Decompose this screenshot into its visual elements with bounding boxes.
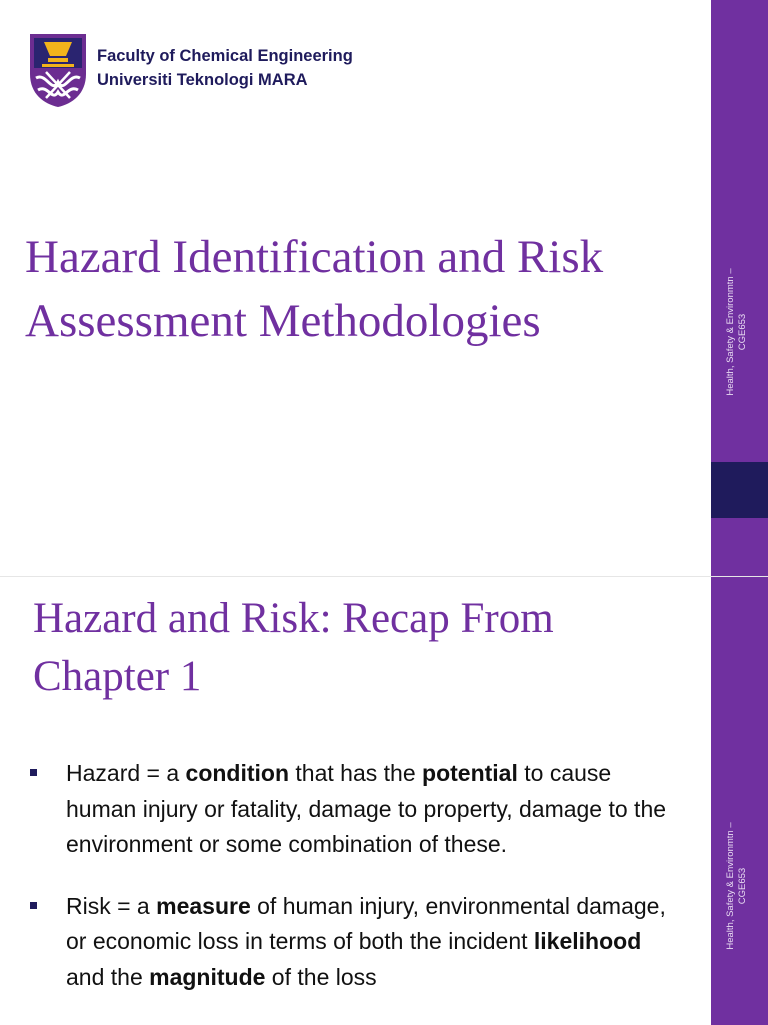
bullet-bold-term: potential xyxy=(422,760,518,786)
faculty-name: Faculty of Chemical Engineering xyxy=(97,47,353,65)
sidebar-label-line1: Health, Safety & Environmtn – xyxy=(725,268,736,396)
bullet-bold-term: likelihood xyxy=(533,928,642,954)
bullet-text: that has the xyxy=(289,760,423,786)
bullet-text: Hazard = a xyxy=(66,760,186,786)
bullet-text: to cause human injury or fatality, damage to property, damage to the environment or some combination of these. xyxy=(66,760,667,857)
university-name: Universiti Teknologi MARA xyxy=(97,71,308,89)
bullet-marker-icon xyxy=(30,902,37,909)
bullet-hazard xyxy=(30,756,680,863)
sidebar-bar xyxy=(711,577,768,1025)
bullet-marker-icon xyxy=(30,769,37,776)
bullet-risk xyxy=(30,889,680,996)
slide-heading: Hazard and Risk: Recap From Chapter 1 xyxy=(33,595,554,700)
sidebar-dark-block xyxy=(711,462,768,518)
bullet-bold-term: condition xyxy=(185,760,290,786)
bullet-list xyxy=(30,756,680,1021)
sidebar-label-line2: CGE653 xyxy=(737,867,748,905)
faculty-heading xyxy=(97,44,353,92)
slide-title: Hazard Identification and Risk Assessment Methodologies xyxy=(25,231,604,347)
sidebar-label-line1: Health, Safety & Environmtn – xyxy=(725,822,736,950)
bullet-text: of human injury, environmental damage, or economic loss in terms of both the incident xyxy=(66,892,666,954)
sidebar-course-label xyxy=(725,806,749,966)
sidebar-label-line2: CGE653 xyxy=(737,313,748,351)
sidebar-course-label xyxy=(725,252,749,412)
bullet-text: of the loss xyxy=(265,963,377,990)
bullet-bold-term: measure xyxy=(156,892,251,919)
bullet-text: Risk = a xyxy=(66,892,157,919)
bullet-bold-term: magnitude xyxy=(149,963,266,990)
uitm-crest-icon xyxy=(26,32,90,108)
sidebar-bar xyxy=(711,0,768,576)
bullet-text: and the xyxy=(66,963,150,990)
